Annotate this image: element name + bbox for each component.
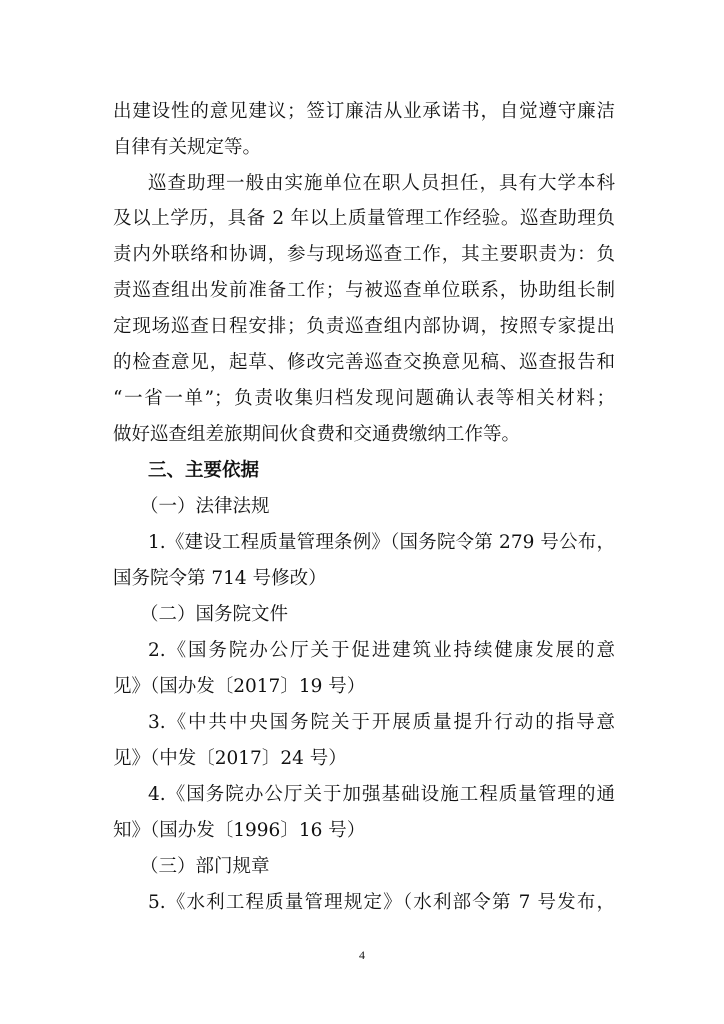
text-line: 2.《国务院办公厅关于促进建筑业持续健康发展的意 bbox=[148, 640, 615, 661]
text-line: 国务院令第 714 号修改） bbox=[113, 568, 327, 589]
text-line: 出建设性的意见建议；签订廉洁从业承诺书，自觉遵守廉洁 bbox=[113, 101, 615, 122]
text-line: 责内外联络和协调，参与现场巡查工作，其主要职责为：负 bbox=[113, 244, 615, 265]
subsection-heading: （三）部门规章 bbox=[140, 856, 270, 877]
text-line: 3.《中共中央国务院关于开展质量提升行动的指导意 bbox=[148, 712, 615, 733]
text-line: 的检查意见，起草、修改完善巡查交换意见稿、巡查报告和 bbox=[113, 352, 615, 373]
text-line: 及以上学历，具备 2 年以上质量管理工作经验。巡查助理负 bbox=[113, 208, 615, 229]
text-line: 4.《国务院办公厅关于加强基础设施工程质量管理的通 bbox=[148, 784, 615, 805]
page-number: 4 bbox=[359, 948, 365, 962]
text-line: 自律有关规定等。 bbox=[113, 137, 262, 158]
section-heading: 三、主要依据 bbox=[148, 460, 260, 481]
subsection-heading: （一）法律法规 bbox=[140, 496, 270, 517]
text-line: 见》（国办发〔2017〕19 号） bbox=[113, 676, 366, 697]
text-line: 见》（中发〔2017〕24 号） bbox=[113, 748, 347, 769]
text-line: 巡查助理一般由实施单位在职人员担任，具有大学本科 bbox=[148, 173, 615, 194]
text-line: 做好巡查组差旅期间伙食费和交通费缴纳工作等。 bbox=[113, 424, 521, 445]
text-line: 5.《水利工程质量管理规定》（水利部令第 7 号发布， bbox=[148, 892, 615, 913]
text-line: 责巡查组出发前准备工作；与被巡查单位联系，协助组长制 bbox=[113, 280, 615, 301]
text-line: 知》（国办发〔1996〕16 号） bbox=[113, 820, 366, 841]
text-line: “一省一单”；负责收集归档发现问题确认表等相关材料； bbox=[113, 388, 615, 409]
text-line: 1.《建设工程质量管理条例》（国务院令第 279 号公布， bbox=[148, 532, 615, 553]
subsection-heading: （二）国务院文件 bbox=[140, 604, 289, 625]
text-line: 定现场巡查日程安排；负责巡查组内部协调，按照专家提出 bbox=[113, 316, 615, 337]
